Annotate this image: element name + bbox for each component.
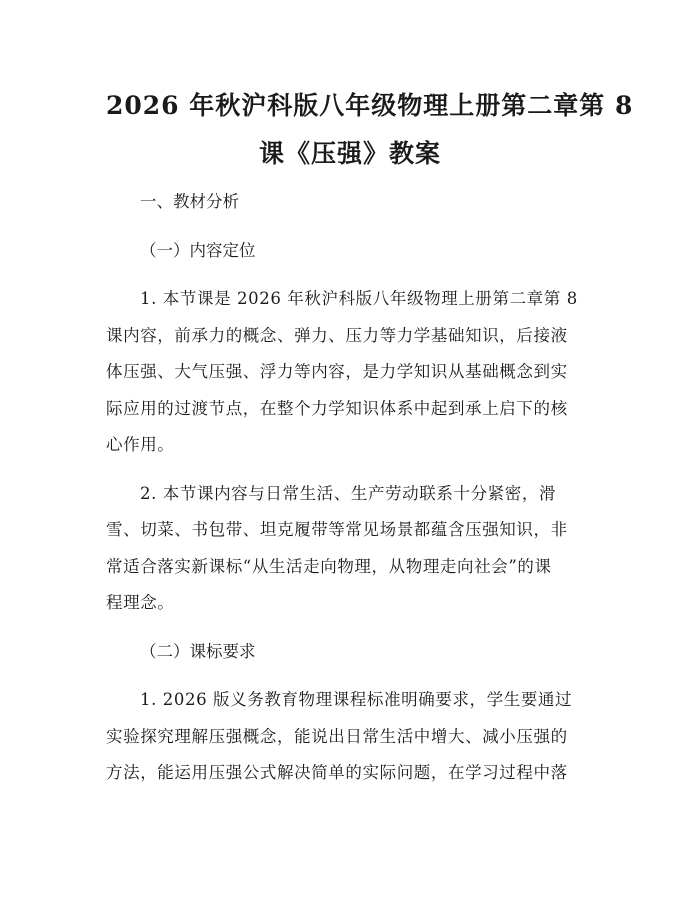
paragraph-line: 心作用。	[106, 435, 175, 454]
paragraph-3	[106, 682, 598, 792]
paragraph-line: 际应用的过渡节点，在整个力学知识体系中起到承上启下的核	[106, 398, 568, 418]
paragraph-1	[106, 281, 598, 464]
section-heading-textbook-analysis: 一、教材分析	[140, 192, 239, 211]
title-line-1: 2026 年秋沪科版八年级物理上册第二章第 8	[106, 91, 634, 120]
paragraph-line: 常适合落实新课标“从生活走向物理，从物理走向社会”的课	[106, 556, 552, 576]
document-title	[106, 82, 634, 178]
paragraph-line: 1. 本节课是 2026 年秋沪科版八年级物理上册第二章第 8	[140, 289, 578, 308]
paragraph-line: 体压强、大气压强、浮力等内容，是力学知识从基础概念到实	[106, 362, 568, 381]
paragraph-line: 程理念。	[106, 593, 175, 612]
paragraph-line: 方法，能运用压强公式解决简单的实际问题，在学习过程中落	[106, 763, 568, 782]
title-line-2: 课《压强》教案	[258, 139, 441, 168]
document-body	[106, 184, 598, 804]
paragraph-line: 2. 本节课内容与日常生活、生产劳动联系十分紧密，滑	[140, 483, 557, 503]
paragraph-2	[106, 476, 598, 622]
subsection-heading-curriculum-requirements: （二）课标要求	[140, 641, 256, 661]
paragraph-line: 雪、切菜、书包带、坦克履带等常见场景都蕴含压强知识，非	[106, 520, 568, 539]
paragraph-line: 1. 2026 版义务教育物理课程标准明确要求，学生要通过	[140, 690, 573, 709]
paragraph-line: 实验探究理解压强概念，能说出日常生活中增大、减小压强的	[106, 726, 568, 746]
paragraph-line: 课内容，前承力的概念、弹力、压力等力学基础知识，后接液	[106, 325, 568, 345]
subsection-heading-content-positioning: （一）内容定位	[140, 240, 256, 260]
